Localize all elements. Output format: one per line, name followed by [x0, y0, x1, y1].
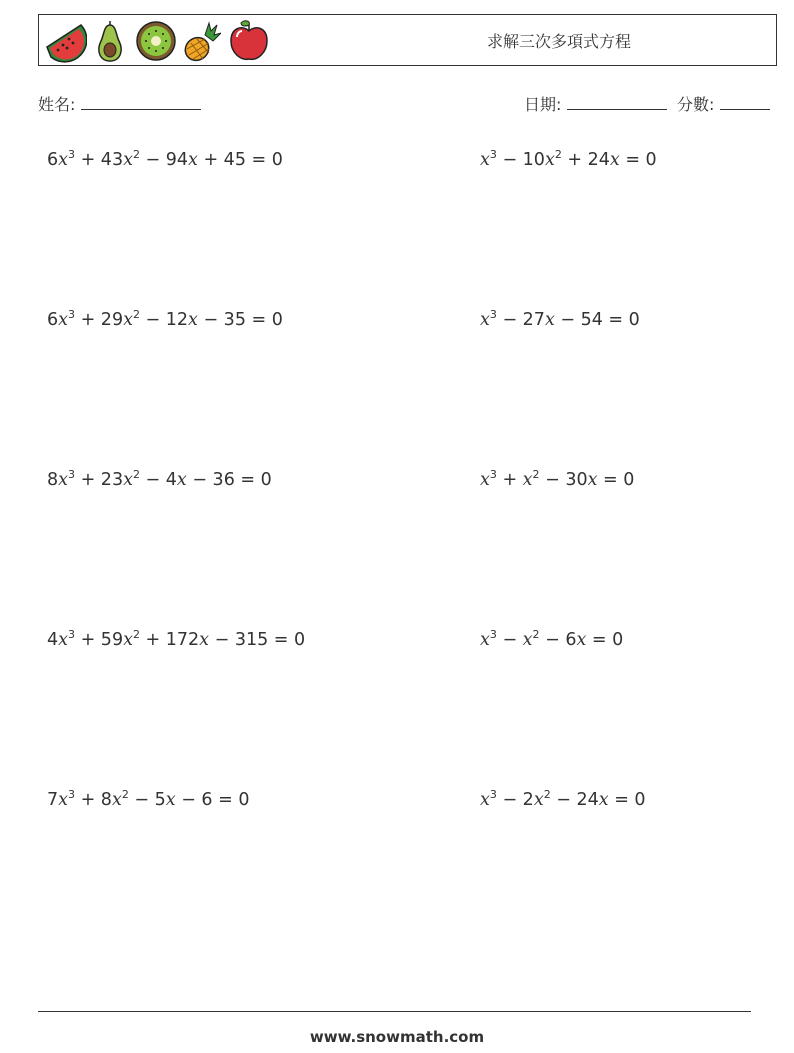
equation-part: 3	[489, 148, 497, 161]
equation-part: x	[123, 630, 133, 650]
equation-part: x	[58, 470, 69, 490]
equation-part: x	[199, 630, 210, 650]
footer-divider	[38, 1011, 751, 1012]
equation-part: x	[480, 150, 490, 170]
date-blank[interactable]	[567, 93, 667, 110]
equation-part: x	[522, 470, 533, 490]
equation-part: 3	[68, 148, 76, 161]
equation-part: 2	[132, 148, 140, 161]
equation-part: x	[480, 630, 490, 650]
equation-part: 3	[68, 788, 76, 801]
equation-part: +	[496, 470, 523, 490]
equation-part: + 8	[75, 790, 112, 810]
equation-part: x	[480, 790, 490, 810]
equation-part: x	[188, 310, 198, 330]
equation-part: − 4	[139, 470, 177, 490]
equation-part: x	[123, 150, 133, 170]
equation-part: x	[176, 470, 187, 490]
equation-part: = 0	[586, 630, 624, 650]
equation-part: + 59	[75, 630, 124, 650]
problem-equation	[47, 630, 305, 650]
equation-part: − 30	[539, 470, 588, 490]
date-label: 日期:	[524, 95, 562, 114]
equation-part: 3	[489, 308, 497, 321]
equation-part: − 6 = 0	[175, 790, 250, 810]
equation-part: 2	[532, 628, 540, 641]
equation-part: 3	[489, 788, 497, 801]
equation-part: x	[165, 790, 176, 810]
equation-part: 3	[68, 308, 76, 321]
equation-part: + 172	[139, 630, 200, 650]
page-title: 求解三次多項式方程	[486, 32, 631, 51]
equation-part: − 2	[496, 790, 534, 810]
equation-part: 3	[68, 468, 76, 481]
equation-part: 2	[543, 788, 551, 801]
equation-part: − 94	[139, 150, 189, 170]
problem-equation	[47, 790, 250, 810]
problem-equation	[47, 310, 283, 330]
equation-part: x	[544, 150, 555, 170]
equation-part: x	[609, 150, 620, 170]
equation-part: x	[123, 310, 133, 330]
equation-part: x	[576, 630, 587, 650]
equation-part: 6	[47, 310, 59, 330]
equation-part: 7	[47, 790, 59, 810]
equation-part: x	[58, 310, 69, 330]
equation-part: 2	[132, 468, 140, 481]
name-field[interactable]	[38, 92, 201, 115]
equation-part: 6	[47, 150, 59, 170]
equation-part: − 54 = 0	[554, 310, 640, 330]
equation-part: x	[544, 310, 555, 330]
footer-url: www.snowmath.com	[309, 1028, 485, 1046]
equation-part: + 29	[75, 310, 124, 330]
equation-part: x	[598, 790, 609, 810]
equation-part: − 315 = 0	[209, 630, 306, 650]
equation-part: − 24	[550, 790, 599, 810]
equation-part: = 0	[608, 790, 646, 810]
equation-part: 2	[532, 468, 540, 481]
pear-icon	[95, 19, 125, 63]
equation-part: x	[58, 150, 69, 170]
equation-part: 2	[121, 788, 129, 801]
equation-part: + 23	[75, 470, 124, 490]
problem-equation	[480, 630, 623, 650]
equation-part: 2	[132, 628, 140, 641]
pineapple-icon	[181, 19, 221, 63]
equation-part: x	[58, 630, 69, 650]
equation-part: = 0	[619, 150, 657, 170]
name-label: 姓名:	[38, 95, 76, 114]
equation-part: −	[496, 630, 523, 650]
problem-equation	[480, 150, 657, 170]
equation-part: x	[123, 470, 133, 490]
score-label: 分數:	[677, 95, 715, 114]
score-blank[interactable]	[720, 93, 770, 110]
equation-part: − 12	[139, 310, 189, 330]
problem-equation	[480, 310, 640, 330]
equation-part: 3	[489, 628, 497, 641]
equation-part: x	[58, 790, 69, 810]
equation-part: x	[522, 630, 533, 650]
equation-part: + 43	[75, 150, 124, 170]
equation-part: x	[480, 310, 490, 330]
date-field[interactable]	[524, 92, 667, 115]
equation-part: x	[587, 470, 598, 490]
equation-part: 8	[47, 470, 59, 490]
equation-part: − 5	[128, 790, 166, 810]
equation-part: x	[111, 790, 122, 810]
equation-part: + 45 = 0	[197, 150, 283, 170]
equation-part: 2	[132, 308, 140, 321]
equation-part: − 35 = 0	[197, 310, 283, 330]
equation-part: 4	[47, 630, 59, 650]
equation-part: − 36 = 0	[186, 470, 272, 490]
name-blank[interactable]	[81, 93, 201, 110]
equation-part: − 6	[539, 630, 577, 650]
equation-part: 3	[68, 628, 76, 641]
equation-part: = 0	[597, 470, 635, 490]
equation-part: − 27	[496, 310, 545, 330]
problem-equation	[480, 790, 646, 810]
kiwi-icon	[135, 19, 177, 63]
equation-part: x	[480, 470, 490, 490]
problem-equation	[47, 470, 272, 490]
problem-equation	[480, 470, 634, 490]
worksheet-header	[38, 14, 777, 66]
equation-part: x	[188, 150, 198, 170]
score-field[interactable]	[677, 92, 770, 115]
problem-equation	[47, 150, 283, 170]
equation-part: + 24	[561, 150, 610, 170]
equation-part: − 10	[496, 150, 545, 170]
equation-part: 2	[554, 148, 562, 161]
equation-part: x	[533, 790, 544, 810]
equation-part: 3	[489, 468, 497, 481]
watermelon-icon	[43, 19, 87, 63]
apple-icon	[227, 19, 271, 63]
